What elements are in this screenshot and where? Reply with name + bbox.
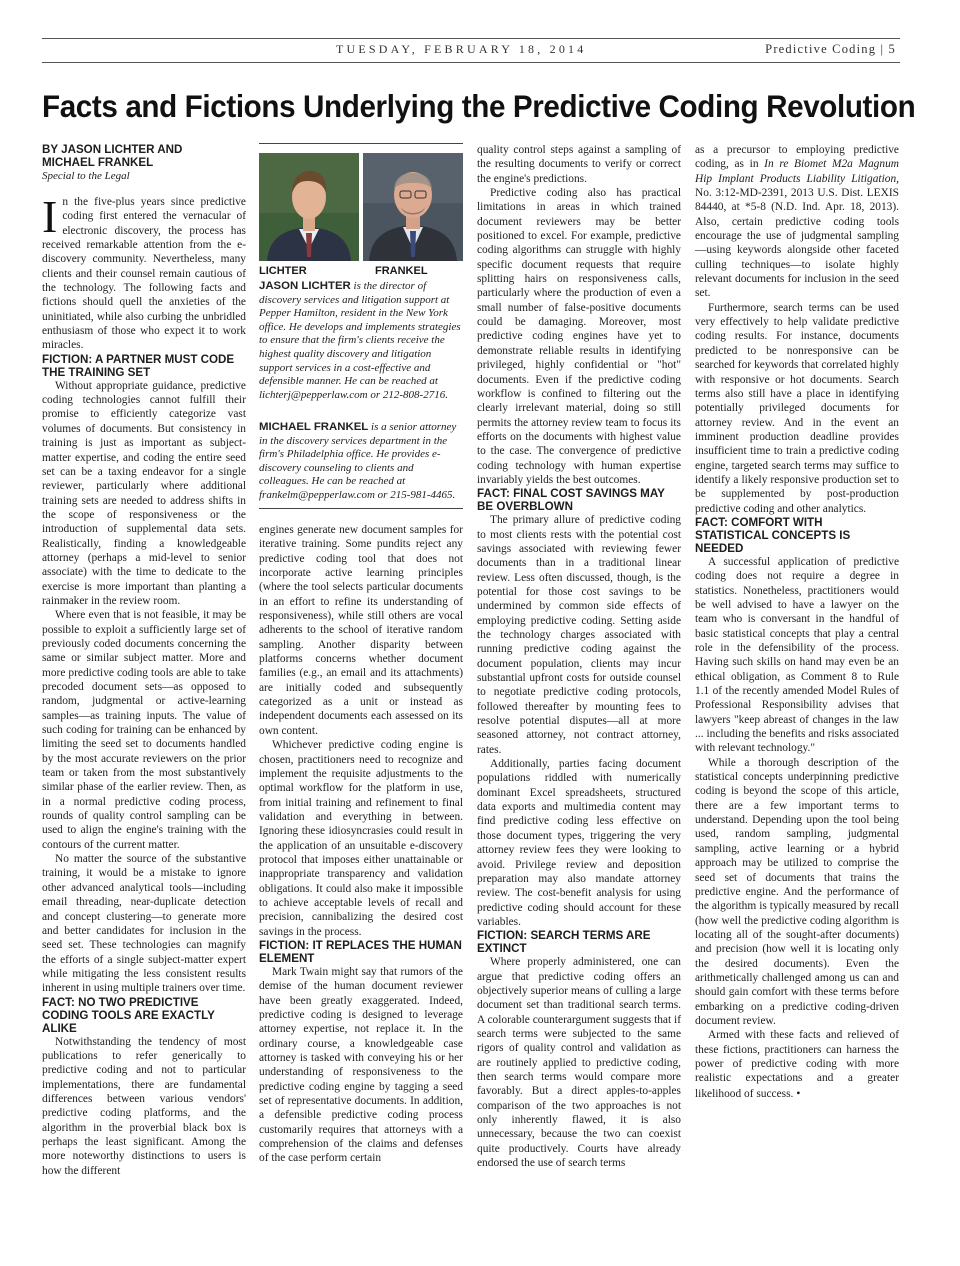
paragraph: Furthermore, search terms can be used very effectively to help validate predictive coding results. For instance, documents predicted to be nonresponsive can be searched for keywords that correlated highly with responsive or hot documents. Search terms also still have a place in identifying potentially privileged documents for attorney review. And in the event an imminent production deadline provides insufficient time to train a predictive coding engine, targeted search terms may suffice to identify a likely responsive production set to be supplemented by post-production predictive coding and other analytics.: [695, 301, 899, 515]
frankel-bio-name: MICHAEL FRANKEL: [259, 421, 369, 433]
lichter-bio-name: JASON LICHTER: [259, 280, 351, 292]
lichter-caption: LICHTER: [259, 265, 307, 277]
lichter-bio: [259, 280, 463, 402]
article-column-1: [42, 143, 246, 1183]
subhead-1: FICTION: A PARTNER MUST CODE THE TRAINING SET: [42, 352, 235, 379]
end-mark: •: [796, 1085, 801, 1100]
paragraph: The primary allure of predictive coding to most clients rests with the potential cost savings associated with reviewing fewer documents than in a traditional linear review. Less often discussed, though, is the potential for those cost savings to be undermined by common side effects of employing predictive coding. Setting aside the technology charges associated with running predictive coding against the document population, clients may incur substantial upfront costs for outside counsel to negotiate predictive coding protocols, followed thereafter by mounting fees to resolve potential disputes—all at more seasoned attorney, not contract attorney, rates.: [477, 514, 681, 756]
frankel-bio: [259, 421, 463, 503]
paragraph: Where even that is not feasible, it may be possible to exploit a sufficiently large set of previously coded documents concerning the same or similar subject matter. More and more predictive coding tools are able to take precoded document sets—as opposed to random, judgmental or active-learning samples—as training inputs. The value of such coding for training can be enhanced by limiting the seed set to documents handled by the most accurate reviewers on the prior team or taken from the most substantively similar phase of the earlier review. Then, as in a normal predictive coding process, rounds of quality control sampling can be used to align the engine's training with the contours of the current matter.: [42, 609, 246, 851]
article-column-2: [259, 523, 463, 1183]
paragraph: Without appropriate guidance, predictive coding technologies cannot fulfill their promise to efficiently categorize vast volumes of documents. But consistency in training is just as important as subject-matter expertise, and coding the entire seed set can be a taxing endeavor for a single reviewer, particularly where additional training sets are needed to address shifts in the scope of responsiveness or the introduction of supplemental data sets. Realistically, finding a knowledgeable attorney (perhaps a mid-level to senior associate) with the time to dedicate to the exercise is more important than planting a rainmaker in the review room.: [42, 379, 246, 607]
byline-line-2: MICHAEL FRANKEL: [42, 156, 154, 169]
frankel-bio-text: is a senior attorney in the discovery services department in the firm's Philadelphia office. He provides e-discovery counseling to clients and colleagues. He can be reached at frankelm@pepperlaw.com or 215-981-4465.: [259, 421, 457, 501]
article-headline: Facts and Fictions Underlying the Predictive Coding Revolution: [42, 88, 916, 124]
article-column-3: [477, 143, 681, 1183]
paragraph: engines generate new document samples for iterative training. Some pundits reject any predictive coding tool that does not incorporate active learning principles (where the tool selects particular documents in an effort to refine its understanding of responsiveness), while still others are vocal adherents to the school of iterative random sampling. Another disparity between platforms concerns whether document families (e.g., an email and its attachments) are initially coded and subsequently categorized as a unit or instead as independent documents each assessed on its own content.: [259, 524, 463, 737]
intro-text: n the five-plus years since predictive coding first entered the vernacular of electronic discovery, the process has received remarkable attention from the e-discovery community. Nevertheless, many clients and their counsel remain cautious of the technology. The following facts and fictions should quell the anxieties of the uninitiated, while also curbing the unbridled enthusiasm of those who expect it to work miracles.: [42, 196, 246, 352]
case-citation: In re Biomet M2a Magnum Hip Implant Products Liability Litigation,: [695, 158, 899, 185]
paragraph: A successful application of predictive coding does not require a degree in statistics. Nonetheless, practitioners would be well advised to have a lawyer on the team who is conversant in the handful of basic statistical concepts that play a central role in the defensibility of the process. Having such skills on hand may even be an ethical obligation, as Comment 8 to Rule 1.1 of the recently amended Model Rules of Professional Responsibility advises that lawyers "keep abreast of changes in the law ... including the benefits and risks associated with relevant technology.": [695, 555, 899, 755]
article-column-4: [695, 143, 899, 1183]
paragraph: [695, 143, 899, 301]
paragraph: Whichever predictive coding engine is chosen, practitioners need to recognize and implement the requisite adjustments to the optimal workflow for the platform in use, from initial training and refinement to final validation and everything in between. Ignoring these idiosyncrasies could result in the application of an unsuitable e-discovery protocol that imposes either unattainable or inappropriate transparency and validation obligations. It could also make it impossible to achieve acceptable levels of recall and precision, cannibalizing the desired cost savings in the process.: [259, 739, 463, 938]
header-rule-bottom: [42, 62, 900, 63]
author-box: [259, 143, 463, 509]
paragraph: While a thorough description of the statistical concepts underpinning predictive coding is beyond the scope of this article, there are a few important terms to understand. Depending upon the tool being used, random sampling, judgmental sampling, active learning or a hybrid approach may be utilized to comprise the seed set of documents that trains the predictive engine. And the performance of the algorithm is typically measured by recall (how well the predictive coding algorithm is locating all of the sought-after documents) and precision (how well it is locating only the desired documents). Even the arithmetically challenged among us can and should gain comfort with these terms before embarking on a predictive coding-driven document review.: [695, 756, 899, 1027]
paragraph-text: No. 3:12-MD-2391, 2013 U.S. Dist. LEXIS 84440, at *5-8 (N.D. Ind. Apr. 18, 2013). Also, certain predictive coding tools encourage the use of judgmental sampling—using keywords alongside other faceted culling techniques—to isolate highly relevant documents for inclusion in the seed set.: [695, 187, 899, 300]
subhead-6: FACT: COMFORT WITH STATISTICAL CONCEPTS IS NEEDED: [695, 515, 851, 555]
author-box-rule-bottom: [259, 508, 463, 509]
paragraph: Notwithstanding the tendency of most publications to refer generically to predictive coding and not to particular implementations, there are fundamental differences between various vendors' predictive coding platforms, and the algorithm in the proverbial black box is perhaps the least significant. Among the more noteworthy distinctions to users is how the different: [42, 1035, 246, 1177]
paragraph-text: as a precursor to employing predictive coding, as in: [695, 144, 899, 171]
paragraph: Mark Twain might say that rumors of the demise of the human document reviewer have been greatly exaggerated. Indeed, predictive coding is designed to leverage attorney expertise, not replace it. In the ordinary course, a knowledgeable case attorney is tasked with conveying his or her understanding of responsiveness to the predictive coding engine by tagging a seed set of representative documents. In addition, a defensible predictive coding process customarily requires that attorneys with a comprehension of the claims and defenses of the case perform certain: [259, 965, 463, 1165]
frankel-caption: FRANKEL: [375, 265, 428, 277]
paragraph: quality control steps against a sampling of the resulting documents to verify or correct the engine's predictions.: [477, 144, 681, 185]
intro-paragraph: [42, 191, 246, 353]
subhead-2: FACT: NO TWO PREDICTIVE CODING TOOLS ARE EXACTLY ALIKE: [42, 995, 215, 1035]
byline-line-1: BY JASON LICHTER AND: [42, 143, 183, 156]
issue-date: TUESDAY, FEBRUARY 18, 2014: [336, 42, 587, 56]
author-box-rule-top: [259, 143, 463, 144]
subhead-4: FACT: FINAL COST SAVINGS MAY BE OVERBLOWN: [477, 487, 665, 514]
header-rule-top: [42, 38, 900, 39]
dropcap: I: [42, 191, 58, 242]
frankel-photo: [363, 153, 463, 261]
subhead-3: FICTION: IT REPLACES THE HUMAN ELEMENT: [259, 938, 462, 965]
paragraph: Additionally, parties facing document populations riddled with numerically dominant Excel spreadsheets, structured data exports and multimedia content may find predictive coding less effective on those document types, triggering the very attorney review fees they were looking to avoid. Privilege review and deposition preparation may also mandate attorney review. The cost-benefit analysis for using predictive coding should account for these variables.: [477, 758, 681, 928]
paragraph-text: Armed with these facts and relieved of these fictions, practitioners can harness the power of predictive coding with more realistic expectations and a greater likelihood of success.: [695, 1029, 899, 1100]
section-page: Predictive Coding | 5: [765, 42, 896, 56]
byline-special: Special to the Legal: [42, 170, 130, 182]
paragraph: Where properly administered, one can argue that predictive coding offers an objectively superior means of culling a large document set than traditional search terms. A colorable counterargument suggests that if search terms were subjected to the same rigors of quality control and validation as are routinely applied to predictive coding, then search terms would compare more favorably. But a direct apples-to-apples comparison of the two approaches is not only inherently flawed, it is also unnecessary, because the two can coexist quite productively. Courts have already endorsed the use of search terms: [477, 956, 681, 1170]
lichter-photo: [259, 153, 359, 261]
lichter-bio-text: is the director of discovery services and litigation support at Pepper Hamilton, resident in the New York office. He develops and implements strategies to ensure that the firm's clients receive the highest quality discovery and litigation support services in a cost-effective and defensible manner. He can be reached at lichterj@pepperlaw.com or 212-808-2716.: [259, 280, 461, 401]
paragraph: No matter the source of the substantive training, it would be a mistake to ignore other advanced analytical tools—including email threading, near-duplicate detection and concept clustering—to generate more and better candidates for inclusion in the seed set. These technologies can magnify the efforts of a single subject-matter expert while mitigating the less consistent results inherent in using multiple trainers over time.: [42, 853, 246, 995]
paragraph: Predictive coding also has practical limitations in areas in which trained document reviewers may be better positioned to excel. For example, predictive coding algorithms can struggle with highly specific document requests that require splitting hairs on responsiveness calls, particularly where the production of even a small number of false-positive documents could be damaging. Moreover, most predictive coding engines have yet to demonstrate reliable results in identifying privileged, highly confidential or "hot" documents. Even if the predictive coding workflow is confined to filtering out the clearly irrelevant material, doing so still permits the attorney review team to focus its efforts on the documents with highest value to the case. The convergence of predictive coding technology with human expertise invariably yields the best outcomes.: [477, 187, 681, 486]
byline: [42, 143, 246, 169]
subhead-5: FICTION: SEARCH TERMS ARE EXTINCT: [477, 929, 651, 956]
paragraph: [695, 1028, 899, 1101]
